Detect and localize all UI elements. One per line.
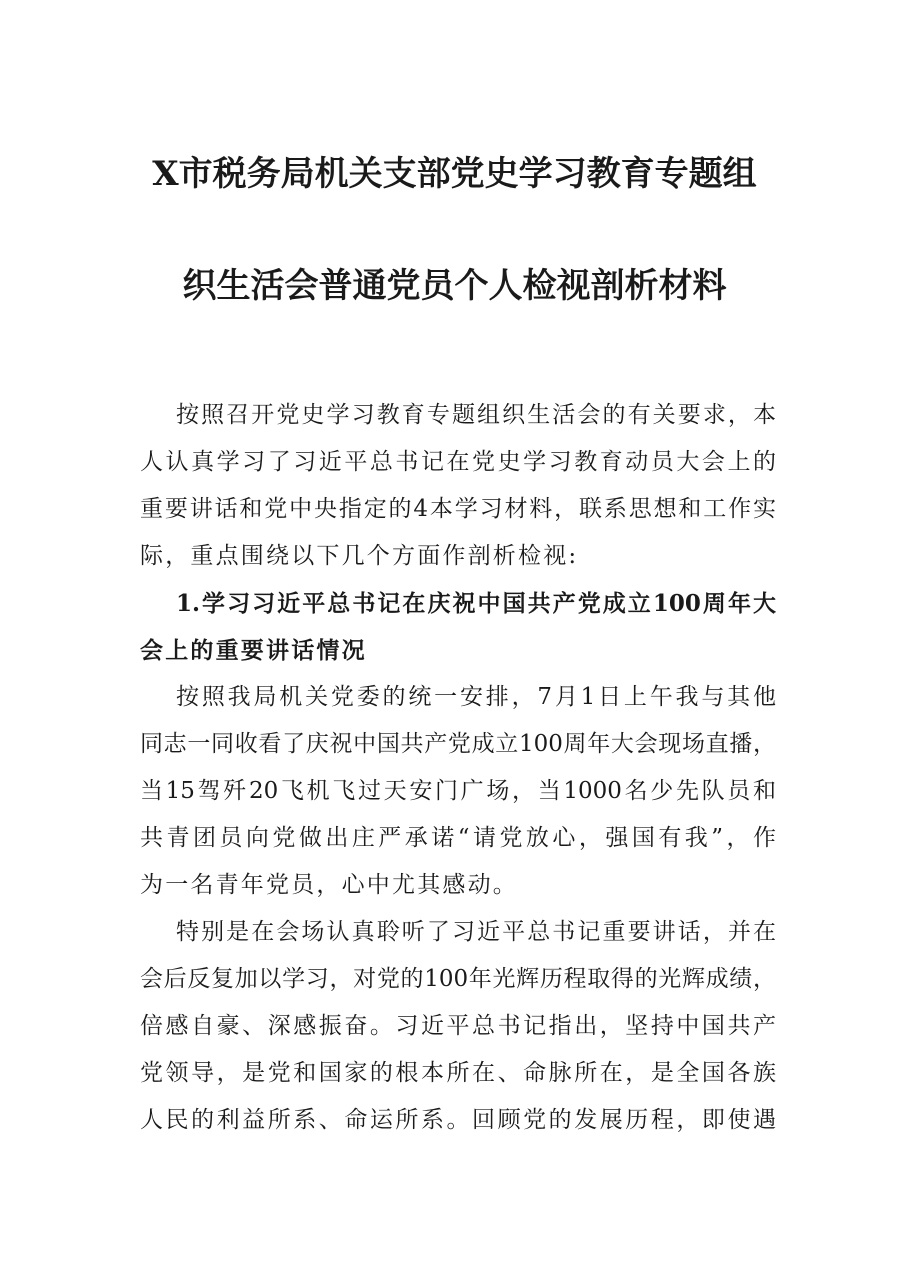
paragraph-line: 人认真学习了习近平总书记在党史学习教育动员大会上的 [140,449,776,475]
paragraph-line: 党领导，是党和国家的根本所在、命脉所在，是全国各族 [140,1060,776,1086]
paragraph-line: 人民的利益所系、命运所系。回顾党的发展历程，即使遇 [140,1107,776,1133]
paragraph-line: 会后反复加以学习，对党的100年光辉历程取得的光辉成绩， [140,966,776,992]
paragraph-line: 共青团员向党做出庄严承诺“请党放心，强国有我”，作 [140,825,776,851]
section-heading-line: 会上的重要讲话情况 [140,637,367,664]
paragraph-line: 重要讲话和党中央指定的4本学习材料，联系思想和工作实 [140,496,776,522]
paragraph-line: 同志一同收看了庆祝中国共产党成立100周年大会现场直播， [140,731,776,757]
document-title-line-2: 织生活会普通党员个人检视剖析材料 [182,266,727,306]
paragraph-line: 际，重点围绕以下几个方面作剖析检视: [140,543,579,569]
paragraph-line: 当15驾歼20飞机飞过天安门广场，当1000名少先队员和 [140,778,776,804]
document-body [140,392,776,1144]
document-title-line-1: X市税务局机关支部党史学习教育专题组 [152,154,757,194]
paragraph-line: 倍感自豪、深感振奋。习近平总书记指出，坚持中国共产 [140,1013,776,1039]
paragraph-line: 按照召开党史学习教育专题组织生活会的有关要求，本 [176,402,776,428]
section-heading-line: 1.学习习近平总书记在庆祝中国共产党成立100周年大 [176,590,776,617]
paragraph-line: 特别是在会场认真聆听了习近平总书记重要讲话，并在 [176,919,776,945]
paragraph-line: 按照我局机关党委的统一安排，7月1日上午我与其他 [176,684,776,710]
paragraph-line: 为一名青年党员，心中尤其感动。 [140,872,518,898]
